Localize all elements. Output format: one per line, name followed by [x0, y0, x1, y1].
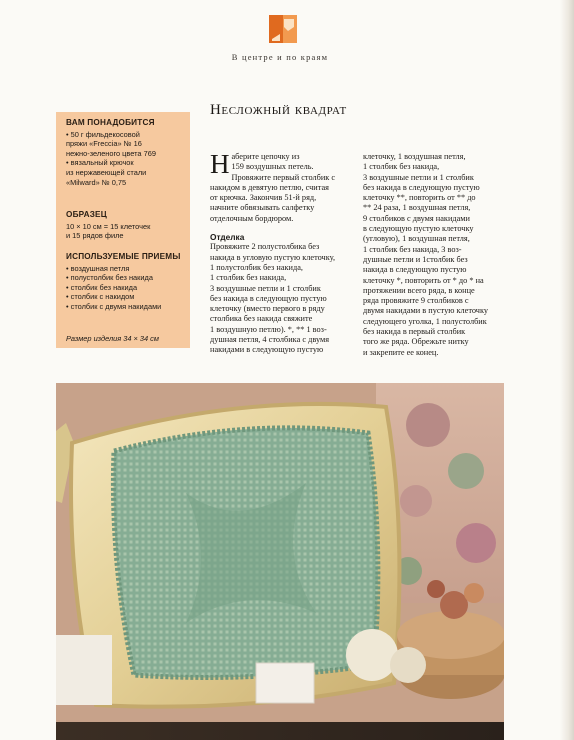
text-line: клеточку (вместо первого в ряду	[210, 304, 325, 314]
size-note: Размер изделия 34 × 34 см	[66, 334, 159, 343]
sample-section	[66, 210, 186, 241]
text-line: в следующую пустую клеточку	[363, 224, 474, 234]
techniques-section	[66, 252, 186, 312]
technique-item: • воздушная петля	[66, 263, 130, 273]
technique-item: • столбик с двумя накидами	[66, 301, 162, 311]
text-line: того же ряда. Обрежьте нитку	[363, 337, 469, 347]
text-line: от крючка. Закончив 51-й ряд,	[210, 193, 317, 203]
text-line: Провяжите 2 полустолбика без	[210, 242, 320, 252]
text-line: накида в следующую пустую	[363, 265, 467, 275]
text-line: Провяжите первый столбик с	[231, 172, 336, 182]
text-line: 1 полустолбик без накида,	[210, 262, 303, 272]
text-line: накидами в следующую пустую	[210, 345, 324, 355]
techniques-title: ИСПОЛЬЗУЕМЫЕ ПРИЕМЫ	[66, 252, 181, 261]
text-line: накида в угловую пустую клеточку,	[210, 252, 336, 262]
cushion-photo-illustration	[56, 383, 504, 722]
text-line: аберите цепочку из	[231, 152, 300, 161]
text-line: 1 столбик без накида,	[363, 162, 440, 172]
text-line: начните обвязывать салфетку	[210, 203, 315, 213]
text-line: 3 воздушные петли и 1 столбик	[210, 283, 321, 293]
sample-line: 10 × 10 см = 15 клеточек	[66, 221, 151, 231]
intro-paragraph	[210, 149, 360, 224]
text-line: 1 столбик без накида,	[210, 273, 287, 283]
text-line: накидом в девятую петлю, считая	[210, 182, 329, 192]
text-line: без накида в следующую пустую	[363, 182, 480, 192]
text-line: клеточку, 1 воздушная петля,	[363, 152, 466, 161]
cushion-photo	[56, 383, 504, 722]
text-line: клеточку *, повторить от * до * на	[363, 275, 484, 285]
materials-line: «Milward» № 0,75	[66, 177, 127, 187]
continued-paragraph	[363, 152, 511, 358]
text-line: 1 воздушную петлю). *, ** 1 воз-	[210, 324, 327, 334]
photo-bottom-strip	[56, 722, 504, 740]
text-line: 9 столбиков с двумя накидами	[363, 213, 470, 223]
text-line: 159 воздушных петель.	[231, 162, 314, 172]
drop-cap: Н	[210, 149, 230, 179]
text-line: столбика без накида свяжите	[210, 314, 313, 324]
text-line: клеточку **, повторить от ** до	[363, 193, 476, 203]
text-line: следующего уголка, 1 полустолбик	[363, 316, 487, 326]
text-line: без накида в первый столбик	[363, 327, 466, 337]
sample-line: и 15 рядов филе	[66, 231, 124, 241]
border-paragraph	[210, 242, 360, 355]
text-line: ** 24 раза, 1 воздушная петля,	[363, 203, 471, 213]
section-subhead: Отделка	[210, 232, 245, 243]
text-line: 1 столбик без накида, 3 воз-	[363, 244, 462, 254]
text-line: без накида в следующую пустую	[210, 293, 327, 303]
text-line: и закрепите ее конец.	[363, 347, 439, 357]
text-line: отделочным бордюром.	[210, 213, 294, 223]
materials-line: • вязальный крючок	[66, 158, 134, 168]
text-column-2	[363, 152, 511, 358]
technique-item: • полустолбик без накида	[66, 273, 153, 283]
text-line: двумя накидами в пустую клеточку	[363, 306, 489, 316]
technique-item: • столбик без накида	[66, 282, 138, 292]
materials-line: из нержавеющей стали	[66, 167, 147, 177]
text-line: ряда провяжите 9 столбиков с	[363, 296, 469, 306]
technique-item: • столбик с накидом	[66, 292, 135, 302]
text-line: (угловую), 1 воздушная петля,	[363, 234, 470, 244]
materials-title: ВАМ ПОНАДОБИТСЯ	[66, 118, 155, 127]
text-line: 3 воздушные петли и 1 столбик	[363, 172, 474, 182]
text-line: душные петли и 1столбик без	[363, 254, 468, 264]
materials-line: нежно-зеленого цвета 769	[66, 148, 156, 158]
materials-box	[56, 112, 190, 348]
materials-line: пряжи «Freccia» № 16	[66, 139, 142, 149]
publisher-logo-icon	[268, 14, 298, 44]
text-column-1	[210, 149, 360, 356]
text-line: протяжении всего ряда, в конце	[363, 285, 475, 295]
page-edge	[560, 0, 574, 740]
page-title: Несложный квадрат	[210, 102, 347, 118]
materials-line: • 50 г фильдекосовой	[66, 129, 140, 139]
running-head: В центре и по краям	[231, 52, 329, 62]
sample-title: ОБРАЗЕЦ	[66, 210, 107, 219]
text-line: душная петля, 4 столбика с двумя	[210, 335, 330, 345]
materials-section	[66, 118, 186, 187]
